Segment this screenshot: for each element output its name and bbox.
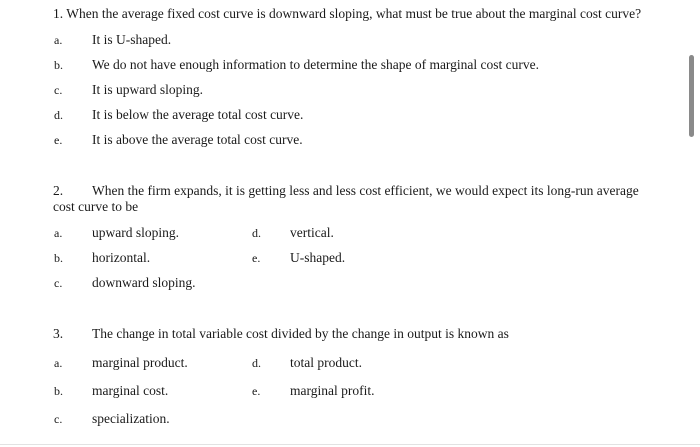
- question-1-text: 1. When the average fixed cost curve is downward sloping, what must be true about the marginal cost curve?: [53, 6, 642, 21]
- q2-option-b-letter: b.: [54, 251, 63, 265]
- q2-option-a-text: upward sloping.: [92, 225, 179, 240]
- q3-option-a-letter: a.: [54, 356, 63, 370]
- question-2-number: 2.: [53, 183, 64, 198]
- q1-option-a-text: It is U-shaped.: [92, 32, 172, 47]
- q2-option-c-text: downward sloping.: [92, 275, 196, 290]
- q2-option-d-letter: d.: [252, 226, 261, 240]
- q1-option-b-text: We do not have enough information to determine the shape of marginal cost curve.: [92, 57, 540, 72]
- q3-option-e-letter: e.: [252, 384, 261, 398]
- q1-option-c-text: It is upward sloping.: [92, 82, 203, 97]
- q3-option-a-text: marginal product.: [92, 355, 188, 370]
- q3-option-d-text: total product.: [290, 355, 362, 370]
- question-3-number: 3.: [53, 326, 64, 341]
- q3-option-e-text: marginal profit.: [290, 383, 375, 398]
- q2-option-d-text: vertical.: [290, 225, 334, 240]
- q2-option-e-letter: e.: [252, 251, 261, 265]
- q3-option-c-text: specialization.: [92, 411, 170, 426]
- q3-option-b-text: marginal cost.: [92, 383, 169, 398]
- q3-option-d-letter: d.: [252, 356, 261, 370]
- q1-option-e-text: It is above the average total cost curve.: [92, 132, 303, 147]
- q1-option-c-letter: c.: [54, 83, 63, 97]
- question-2-text-line2: cost curve to be: [53, 199, 139, 214]
- q1-option-d-letter: d.: [54, 108, 63, 122]
- q3-option-c-letter: c.: [54, 412, 63, 426]
- question-3-text: The change in total variable cost divided by the change in output is known as: [92, 326, 509, 341]
- q1-option-b-letter: b.: [54, 58, 63, 72]
- q3-option-b-letter: b.: [54, 384, 63, 398]
- bottom-divider: [0, 444, 700, 445]
- question-2-text-line1: When the firm expands, it is getting less and less cost efficient, we would expect its long-run average: [92, 183, 639, 198]
- q2-option-b-text: horizontal.: [92, 250, 151, 265]
- q2-option-a-letter: a.: [54, 226, 63, 240]
- vertical-scrollbar[interactable]: [689, 55, 694, 137]
- q1-option-e-letter: e.: [54, 133, 63, 147]
- q1-option-a-letter: a.: [54, 33, 63, 47]
- q2-option-e-text: U-shaped.: [290, 250, 346, 265]
- q2-option-c-letter: c.: [54, 276, 63, 290]
- q1-option-d-text: It is below the average total cost curve.: [92, 107, 304, 122]
